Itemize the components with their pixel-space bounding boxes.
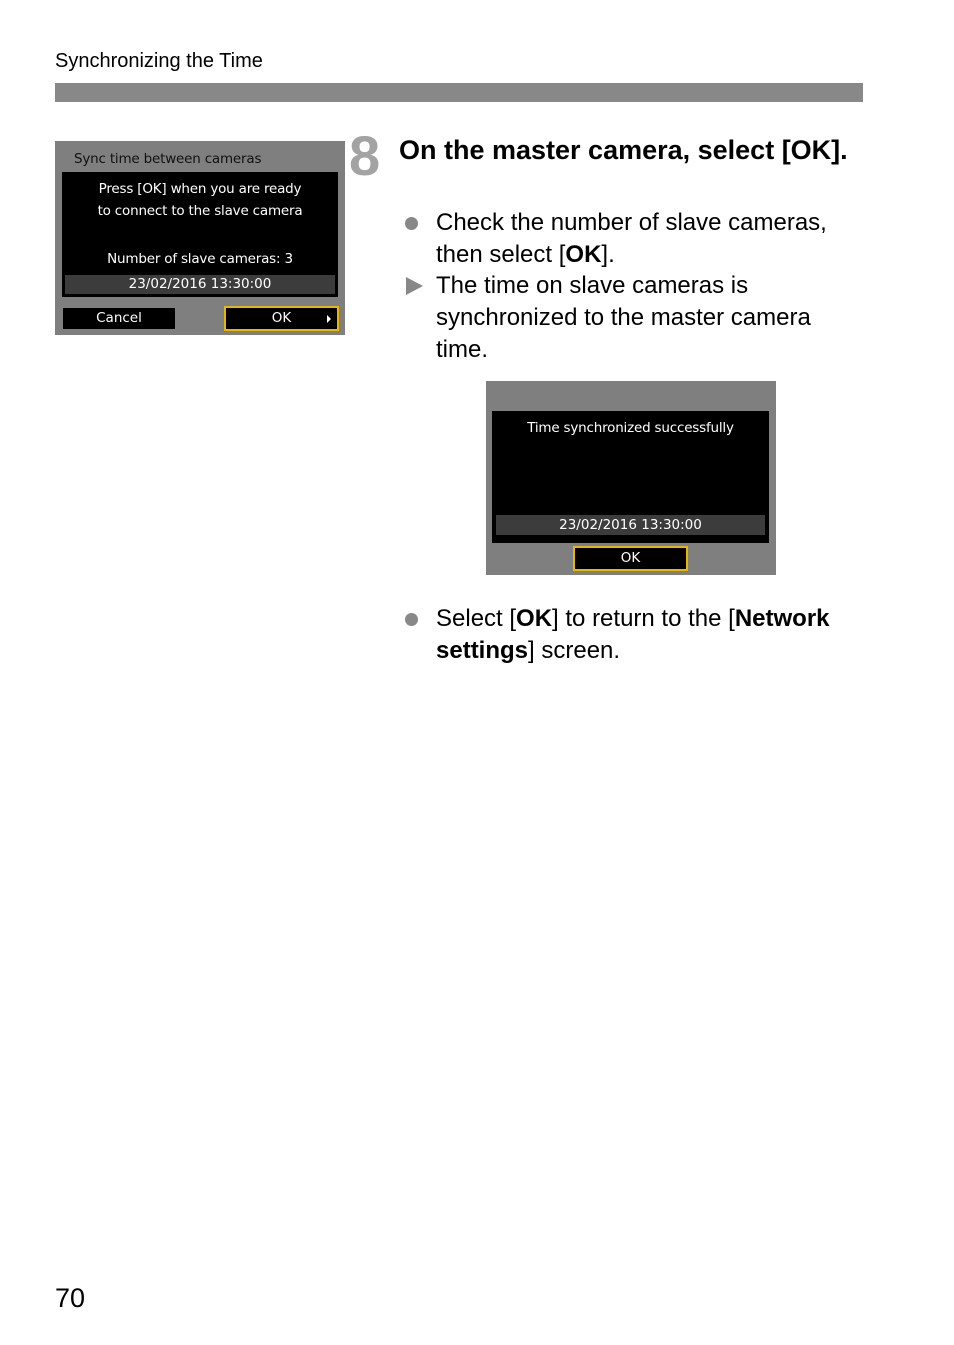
page-number: 70 [55, 1283, 86, 1313]
success-message: Time synchronized successfully [527, 420, 734, 436]
text-bold: Network settings [436, 605, 830, 664]
text-segment: ]. [601, 241, 615, 268]
screen-panel [62, 172, 338, 297]
camera-screen-sync [55, 141, 345, 335]
slave-count: Number of slave cameras: 3 [107, 251, 293, 267]
text-segment: ] to return to the [ [552, 605, 735, 632]
screen-title: Sync time between cameras [74, 151, 262, 167]
ok-button-label: OK [271, 310, 292, 326]
text-segment: Select [ [436, 605, 517, 632]
result-arrow-icon [406, 277, 423, 295]
instruction-check-slaves [436, 207, 866, 271]
ok-button[interactable] [224, 306, 339, 331]
running-header: Synchronizing the Time [55, 50, 263, 72]
step-title: On the master camera, select [OK]. [399, 135, 848, 165]
result-time-synced: The time on slave cameras is synchronized to the master camera time. [436, 272, 811, 363]
screen-panel [492, 411, 769, 543]
instruction-return-network [436, 603, 866, 667]
text-bold: OK [565, 241, 602, 268]
camera-screen-success [486, 381, 776, 575]
text-segment: Check the number of slave cameras, then select [ [436, 209, 827, 268]
screen-message-line2: to connect to the slave camera [97, 203, 303, 219]
datetime-bar: 23/02/2016 13:30:00 [496, 515, 765, 535]
ok-button[interactable]: OK [573, 546, 688, 571]
text-bold: OK [516, 605, 553, 632]
cancel-button[interactable]: Cancel [63, 308, 175, 329]
header-rule [55, 83, 863, 102]
datetime-bar: 23/02/2016 13:30:00 [65, 275, 335, 294]
step-number: 8 [349, 124, 381, 187]
bullet-dot-icon [405, 613, 418, 626]
screen-message-line1: Press [OK] when you are ready [98, 181, 302, 197]
bullet-dot-icon [405, 217, 418, 230]
text-segment: ] screen. [528, 637, 621, 664]
arrow-right-icon [327, 315, 331, 323]
